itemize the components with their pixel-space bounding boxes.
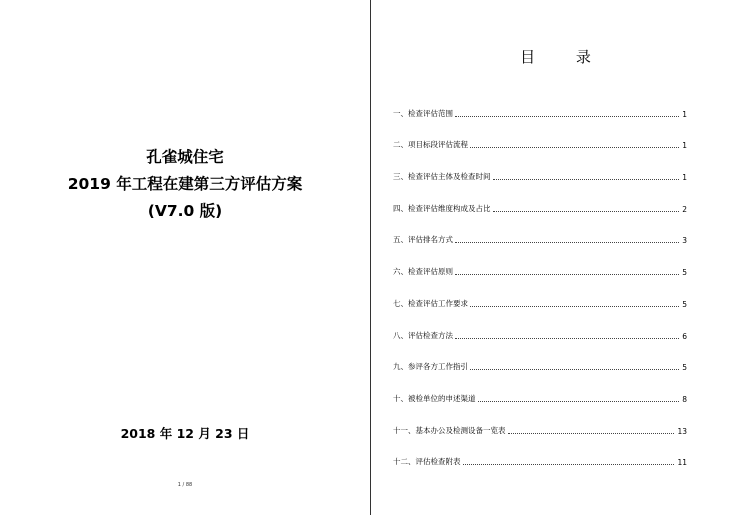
toc-dot-leader [478,401,680,402]
toc-entry-page: 1 [682,173,687,183]
toc-dot-leader [493,211,680,212]
title-line-main: 2019 年工程在建第三方评估方案 [67,175,303,193]
toc-entry-page: 3 [682,236,687,246]
toc-dot-leader [470,147,679,148]
toc-entry-title: 十二、评估检查附表 [393,457,461,467]
toc-entry-page: 1 [682,109,687,119]
toc-entry[interactable] [393,87,687,119]
toc-dot-leader [508,433,675,434]
toc-dot-leader [455,116,679,117]
toc-entry[interactable] [393,214,687,246]
toc-entry-page: 5 [682,268,687,278]
toc-entry-title: 一、检查评估范围 [393,108,453,118]
toc-entry-title: 七、检查评估工作要求 [393,298,468,308]
toc-dot-leader [470,306,679,307]
toc-entry[interactable] [393,341,687,373]
toc-entry[interactable] [393,372,687,404]
toc-entry-title: 六、检查评估原则 [393,267,453,277]
toc-heading: 目 录 [520,48,609,66]
toc-entry-page: 11 [677,458,687,468]
toc-dot-leader [493,179,680,180]
toc-entry-page: 5 [682,299,687,309]
document-date: 2018 年 12 月 23 日 [120,426,250,441]
toc-entry-page: 13 [677,426,687,436]
title-line-company: 孔雀城住宅 [146,148,224,166]
toc-entry[interactable] [393,309,687,341]
toc-entry[interactable] [393,404,687,436]
toc-entry-page: 6 [682,331,687,341]
toc-entry[interactable] [393,436,687,468]
toc-dot-leader [470,369,679,370]
toc-entry[interactable] [393,245,687,277]
toc-entry[interactable] [393,150,687,182]
toc-page [371,0,740,515]
toc-entry-title: 十、被检单位的申述渠道 [393,393,476,403]
toc-entry-page: 8 [682,394,687,404]
document-title [0,144,370,225]
toc-entry-page: 1 [682,141,687,151]
toc-entry-title: 二、项目标段评估流程 [393,140,468,150]
toc-entry[interactable] [393,277,687,309]
toc-dot-leader [463,464,675,465]
title-line-version: (V7.0 版) [147,202,223,220]
toc-entry-title: 八、评估检查方法 [393,330,453,340]
toc-entry-page: 2 [682,204,687,214]
toc-dot-leader [455,242,679,243]
toc-entry-title: 五、评估排名方式 [393,235,453,245]
page-number: 1 / 88 [177,482,193,488]
toc-entry-title: 九、参评各方工作指引 [393,362,468,372]
toc-entry-title: 三、检查评估主体及检查时间 [393,172,491,182]
toc-list [393,87,687,467]
toc-entry-title: 十一、基本办公及检测设备一览表 [393,425,506,435]
toc-entry-title: 四、检查评估维度构成及占比 [393,203,491,213]
toc-dot-leader [455,274,679,275]
toc-entry[interactable] [393,119,687,151]
toc-entry[interactable] [393,182,687,214]
toc-dot-leader [455,338,679,339]
toc-entry-page: 5 [682,363,687,373]
